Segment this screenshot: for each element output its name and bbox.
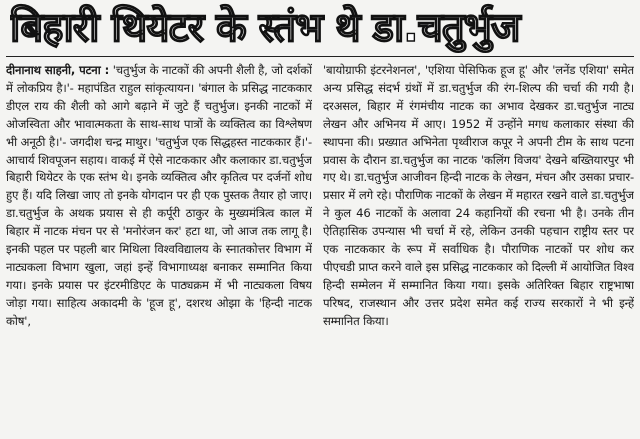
- headline: बिहारी थियेटर के स्तंभ थे डा.चतुर्भुज: [10, 5, 520, 51]
- byline: दीनानाथ साहनी, पटना :: [6, 63, 110, 77]
- article-column-left: [6, 62, 312, 436]
- body-text-left: 'चतुर्भुज के नाटकों की अपनी शैली है, जो दर्शकों में लोकप्रिय है।'- महापंडित राहुल सांकृत्यायन। 'बंगाल के प्रसिद्ध नाटककार डीएल राय की शैली को आगे बढ़ाने में जुटे हैं चतुर्भुज। इनकी नाटकों में ओजस्विता और भावात्मकता के साथ-साथ पात्रों के व्यक्तित्व का विश्लेषण भी अनूठी है।'- जगदीश चन्द्र माथुर। 'चतुर्भुज एक सिद्धहस्त नाटककार हैं।'- आचार्य शिवपूजन सहाय। वाकई में ऐसे नाटककार और कलाकार डा.चतुर्भुज बिहारी थियेटर के एक स्तंभ थे। इनके व्यक्तित्व और कृतित्व पर दर्जनों शोध हुए हैं। यदि लिखा जाए तो इनके योगदान पर ही एक पुस्तक तैयार हो जाए। डा.चतुर्भुज के अथक प्रयास से ही कर्पूरी ठाकुर के मुख्यमंत्रित्व काल में बिहार में नाटक मंचन पर से 'मनोरंजन कर' हटा था, जो आज तक लागू है। इनकी पहल पर पहली बार मिथिला विश्वविद्यालय के स्नातकोत्तर विभाग में नाट्यकला विभाग खुला, जहां इन्हें विभागाध्यक्ष बनाकर सम्मानित किया गया। इनके प्रयास पर इंटरमीडिएट के पाठ्यक्रम में भी नाट्यकला विषय जोड़ा गया। साहित्य अकादमी के 'हूज हू', दशरथ ओझा के 'हिन्दी नाटक कोष',: [6, 63, 312, 328]
- article-column-right: [323, 62, 634, 436]
- body-text-right: 'बायोग्राफी इंटरनेशनल', 'एशिया पेसिफिक हूज हू' और 'लनेंड एशिया' समेत अन्य प्रसिद्ध संदर्भ ग्रंथों में डा.चतुर्भुज की रंग-शिल्प की चर्चा की गयी है। दरअसल, बिहार में रंगमंचीय नाटक का अभाव देखकर डा.चतुर्भुज नाट्य लेखन और अभिनय में आए। 1952 में उन्होंने मगध कलाकार संस्था की स्थापना की। प्रख्यात अभिनेता पृथ्वीराज कपूर ने अपनी टीम के साथ पटना प्रवास के दौरान डा.चतुर्भुज का नाटक 'कलिंग विजय' देखने बख्तियारपुर भी गए थे। डा.चतुर्भुज आजीवन हिन्दी नाटक के लेखन, मंचन और उसका प्रचार-प्रसार में लगे रहे। पौराणिक नाटकों के लेखन में महारत रखने वाले डा.चतुर्भुज ने कुल 46 नाटकों के अलावा 24 कहानियों की रचना भी है। उनके तीन ऐतिहासिक उपन्यास भी चर्चा में रहे, लेकिन उनकी पहचान राष्ट्रीय स्तर पर एक नाटककार के रूप में सर्वाधिक है। पौराणिक नाटकों पर शोध कर पीएचडी प्राप्त करने वाले इस प्रसिद्ध नाटककार को दिल्ली में आयोजित विश्व हिन्दी सम्मेलन में सम्मानित किया गया। इसके अतिरिक्त बिहार राष्ट्रभाषा परिषद, राजस्थान और उत्तर प्रदेश समेत कई राज्य सरकारों ने भी इन्हें सम्मानित किया।: [323, 63, 634, 328]
- headline-divider: [6, 56, 634, 57]
- paragraph-left: [6, 62, 312, 331]
